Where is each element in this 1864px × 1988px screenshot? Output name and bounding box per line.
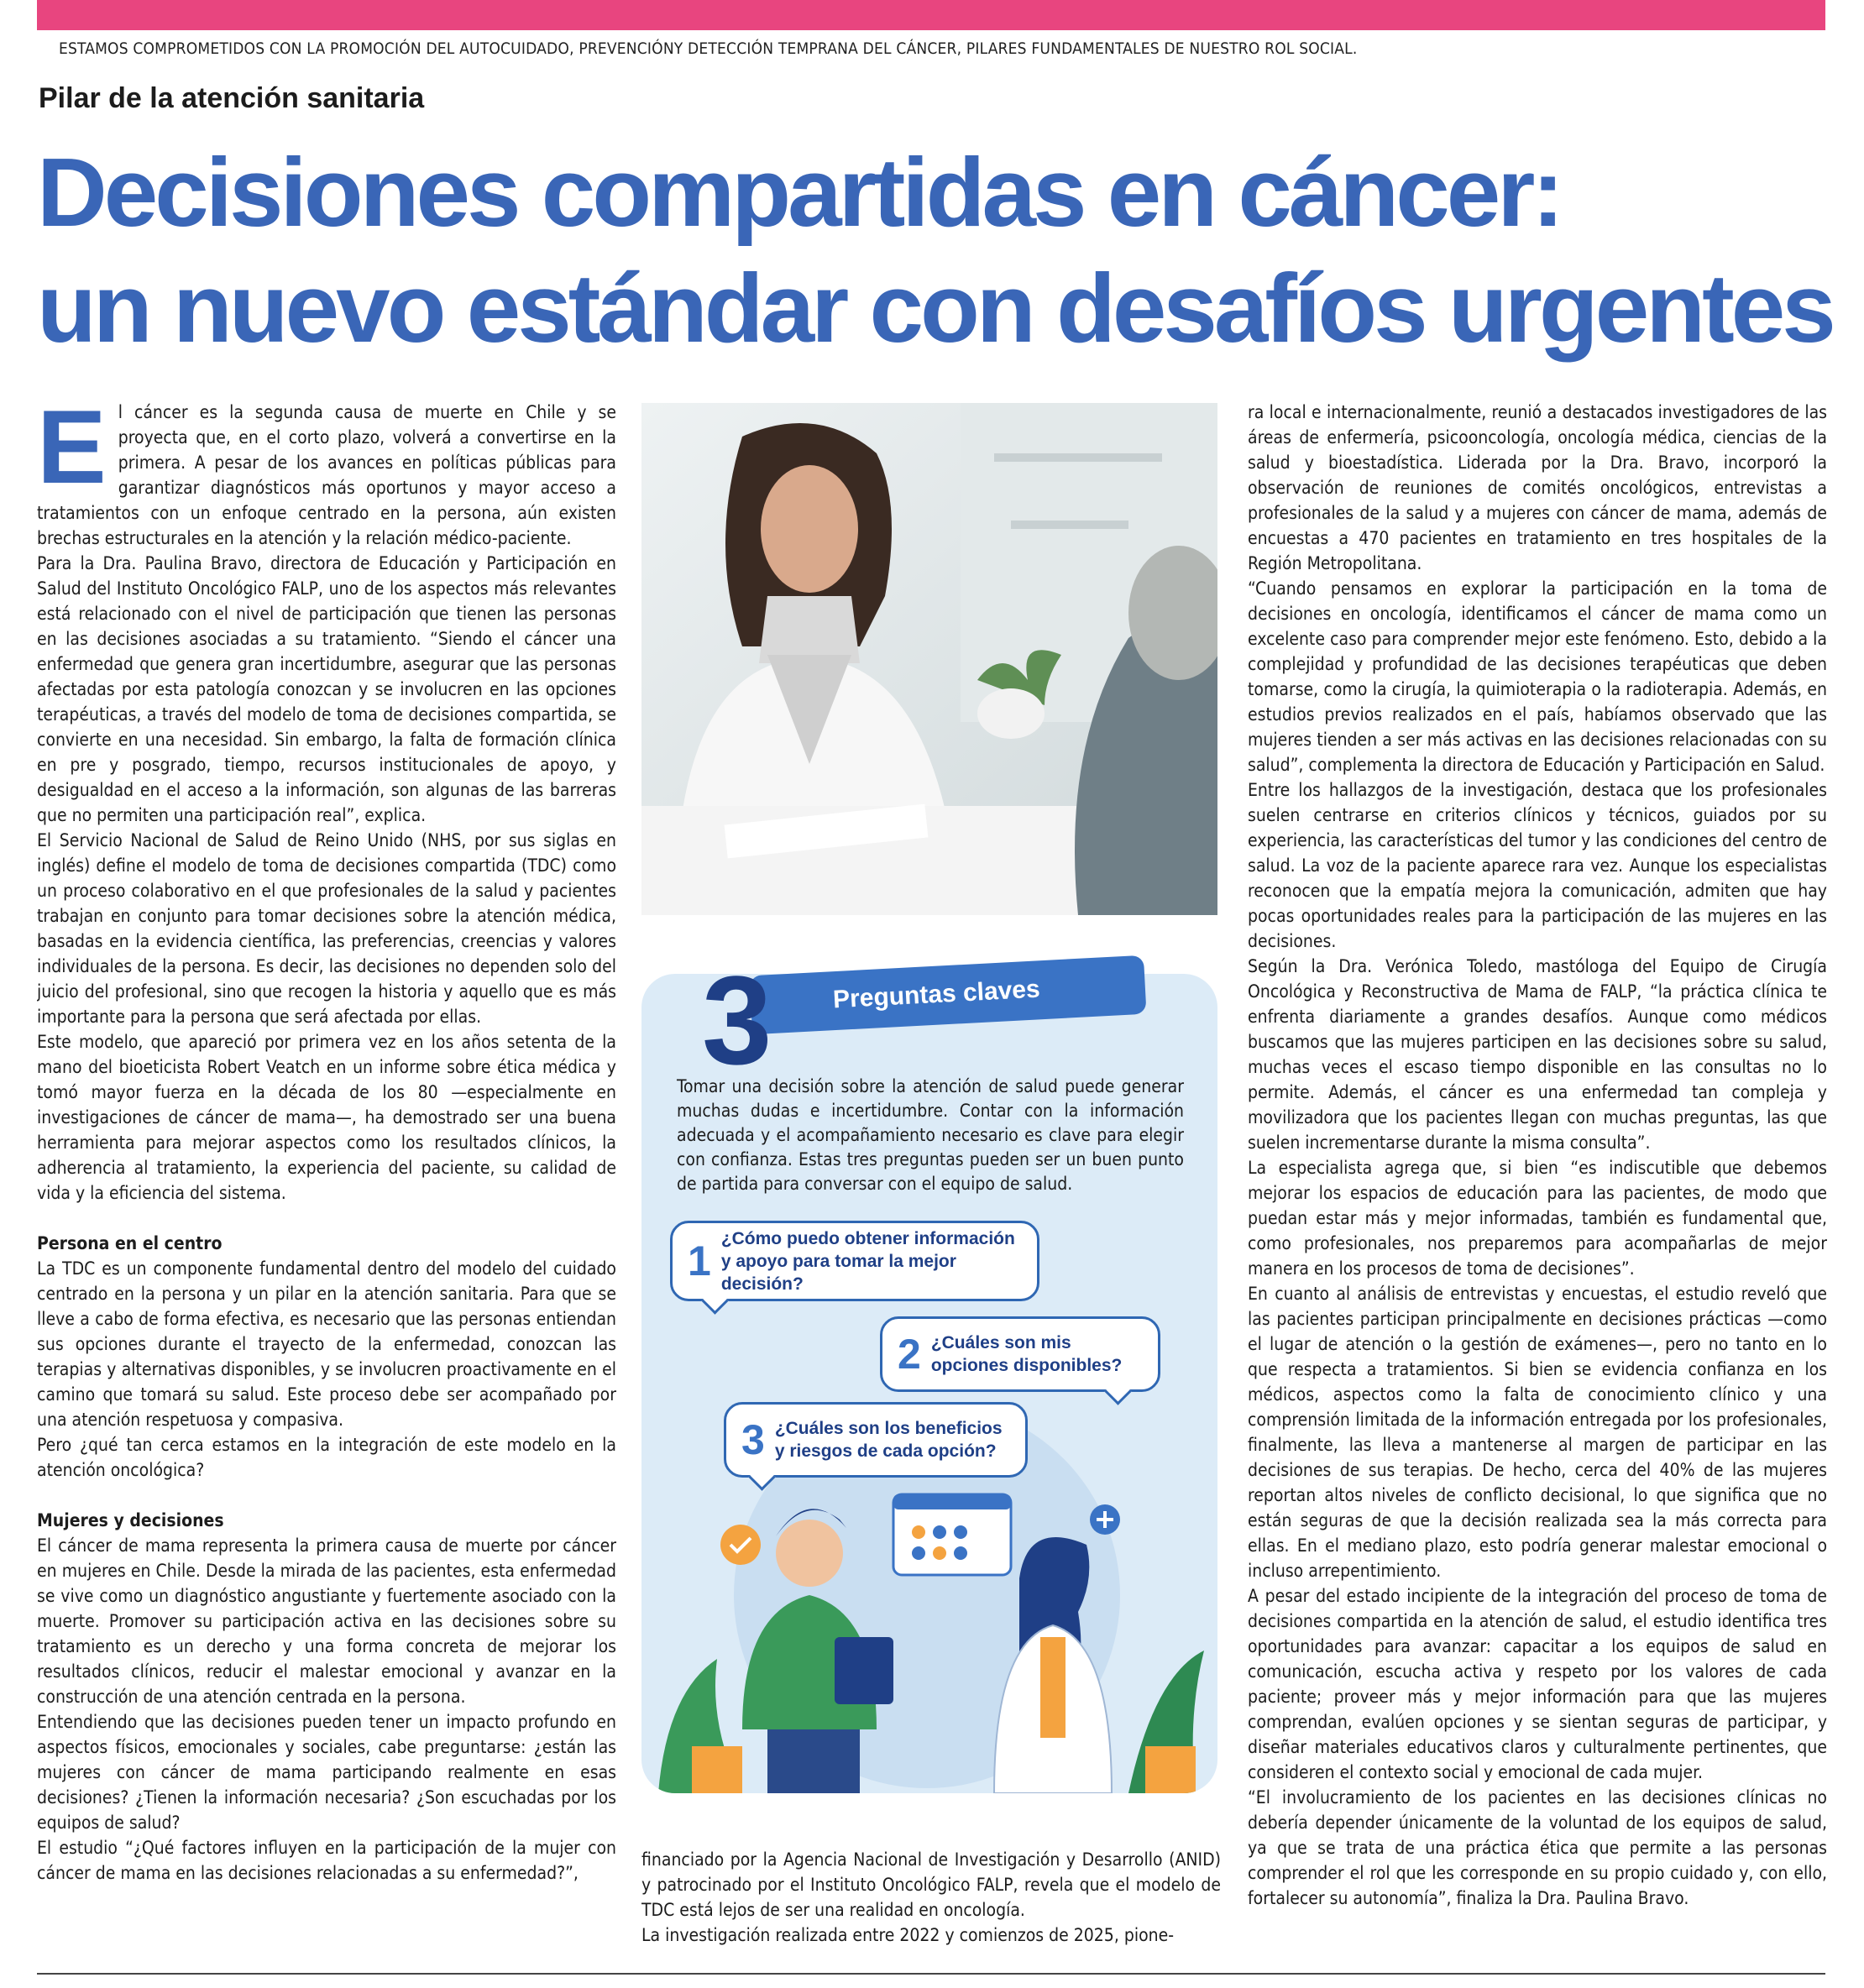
infobox-title: Preguntas claves [832, 975, 1041, 1014]
article-headline [37, 134, 1842, 366]
article-kicker: Pilar de la atención sanitaria [39, 82, 425, 114]
paragraph: A pesar del estado incipiente de la integración del proceso de toma de decisiones compartida en la atención de salud, el estudio identifica tres oportunidades para avanzar: capacitar a los equipos de salud en comunicación, escucha activa y respeto por los valores de cada paciente; proveer más y mejor información para que las mujeres comprendan, evalúen opciones y se sientan seguras de participar, y diseñar materiales educativos claros y culturalmente pertinentes, que consideren el contexto social y emocional de cada mujer. [1248, 1586, 1827, 1782]
paragraph: El estudio “¿Qué factores influyen en la participación de la mujer con cáncer de mama en las decisiones relacionadas a su enfermedad?”, [37, 1838, 616, 1883]
question-number: 2 [898, 1331, 921, 1378]
question-text: ¿Cuáles son los beneficios y riesgos de cada opción? [774, 1419, 1003, 1461]
paragraph: Entre los hallazgos de la investigación, destaca que los profesionales suelen centrarse en criterios clínicos y técnicos, guiados por su experiencia, las características del tumor y las condiciones del centro de salud. La voz de la paciente aparece rara vez. Aunque los especialistas reconocen que la empatía mejora la comunicación, admiten que hay pocas oportunidades reales para la participación de las mujeres en las decisiones. [1248, 780, 1827, 951]
lead-text: l cáncer es la segunda causa de muerte en Chile y se proyecta que, en el corto plazo, volverá a convertirse en la primera. A pesar de los avances en políticas públicas para garantizar diagnósticos más oportunos y mayor acceso a tratamientos con un enfoque centrado en la persona, aún existen brechas estructurales en la atención y la relación médico-paciente. [37, 402, 616, 548]
headline-line-1: Decisiones compartidas en cáncer: [37, 138, 1562, 247]
drop-cap: E [37, 400, 107, 505]
article-column-1 [37, 400, 616, 1953]
headline-line-2: un nuevo estándar con desafíos urgentes [37, 254, 1833, 363]
paragraph: El Servicio Nacional de Salud de Reino Unido (NHS, por sus siglas en inglés) define el modelo de toma de decisiones compartida (TDC) como un proceso colaborativo en el que profesionales de la salud y pacientes trabajan en conjunto para tomar decisiones sobre la atención médica, basadas en la evidencia científica, las preferencias, creencias y valores individuales de la persona. Es decir, las decisiones no dependen solo del juicio del profesional, sino que recogen la historia y aquello que es más importante para la persona que será afectada por ellas. [37, 830, 616, 1027]
paragraph: Para la Dra. Paulina Bravo, directora de Educación y Participación en Salud del Instituto Oncológico FALP, uno de los aspectos más relevantes está relacionado con el nivel de participación que tienen las personas en las decisiones asociadas a su tratamiento. “Siendo el cáncer una enfermedad que genera gran incertidumbre, asegurar que las personas afectadas por esta patología conozcan y se involucren en las opciones terapéuticas, a través del modelo de toma de decisiones compartida, se convierte en una necesidad. Sin embargo, la falta de formación clínica en pre y posgrado, tiempo, recursos institucionales de apoyo, y desigualdad en el acceso a la información, son algunas de las barreras que no permiten una participación real”, explica. [37, 553, 616, 825]
paragraph: “Cuando pensamos en explorar la participación en la toma de decisiones en oncología, identificamos el cáncer de mama como un excelente caso para comprender mejor este fenómeno. Esto, debido a la complejidad y profundidad de las decisiones terapéuticas que deben tomarse, como la cirugía, la quimioterapia o la radioterapia. Además, en estudios previos realizados en el país, habíamos observado que las mujeres tienden a ser más activas en las decisiones relacionadas con su salud”, complementa la directora de Educación y Participación en Salud. [1248, 578, 1827, 775]
infobox-number: 3 [702, 950, 772, 1091]
paragraph: Este modelo, que apareció por primera vez en los años setenta de la mano del bioeticista Robert Veatch en un informe sobre ética médica y tomó mayor fuerza en la década de los 80 —especialmente en investigaciones de cáncer de mama—, ha demostrado ser una buena herramienta para mejorar aspectos como los resultados clínicos, la adherencia al tratamiento, la experiencia del paciente, su calidad de vida y la eficiencia del sistema. [37, 1032, 616, 1203]
paragraph: Pero ¿qué tan cerca estamos en la integración de este modelo en la atención oncológica? [37, 1435, 616, 1480]
question-bubble-3 [724, 1402, 1028, 1478]
question-bubble-1 [670, 1221, 1039, 1301]
paragraph: ra local e internacionalmente, reunió a destacados investigadores de las áreas de enfermería, psicooncología, oncología médica, ciencias de la salud y bioestadística. Liderada por la Dra. Bravo, incorporó la observación de reuniones de comités oncológicos, entrevistas a profesionales de la salud y a mujeres con cáncer de mama, además de encuestas a 470 pacientes en tratamiento en tres hospitales de la Región Metropolitana. [1248, 402, 1827, 573]
top-color-bar [37, 0, 1825, 30]
paragraph: La especialista agrega que, si bien “es indiscutible que debemos mejorar los espacios de educación para las pacientes, de modo que puedan estar más y mejor informadas, también es fundamental que, como profesionales, nos preparemos para acompañarlas de mejor manera en los procesos de toma de decisiones”. [1248, 1158, 1827, 1279]
paragraph: En cuanto al análisis de entrevistas y encuestas, el estudio reveló que las pacientes participan principalmente en decisiones prácticas —como el lugar de atención o la gestión de exámenes—, pero no tanto en lo que respecta a tratamientos. Si bien se evidencia confianza en los médicos, aspectos como la falta de conocimiento clínico y una comprensión limitada de la información entregada por los profesionales, finalmente, las lleva a mantenerse al margen de participar en las decisiones de sus terapias. De hecho, cerca del 40% de las mujeres reportan altos niveles de conflicto decisional, lo que significa que no están seguras de que la decisión realizada sea la más correcta para ellas. En el mediano plazo, esto podría generar malestar emocional o incluso arrepentimiento. [1248, 1284, 1827, 1581]
question-number: 1 [688, 1237, 711, 1284]
paragraph: La investigación realizada entre 2022 y comienzos de 2025, pione- [641, 1925, 1175, 1945]
question-text: ¿Cuáles son mis opciones disponibles? [930, 1333, 1123, 1375]
doctor-photo-illustration [641, 403, 1217, 915]
lead-paragraph [37, 400, 616, 551]
paragraph: Según la Dra. Verónica Toledo, mastóloga del Equipo de Cirugía Oncológica y Reconstructiva de Mama de FALP, “la práctica clínica te enfrenta diariamente a grandes desafíos. Aunque como médicos buscamos que las mujeres participen en las decisiones sobre su salud, muchas veces el escaso tiempo disponible en las consultas no lo permite. Además, el cáncer es una enfermedad tan compleja y movilizadora que los pacientes llegan con muchas preguntas, las que suelen incrementarse durante la misma consulta”. [1248, 956, 1827, 1153]
paragraph: El cáncer de mama representa la primera causa de muerte por cáncer en mujeres en Chile. Desde la mirada de las pacientes, esta enfermedad se vive como un diagnóstico angustiante y fuertemente asociado con la muerte. Promover su participación activa en las decisiones sobre su tratamiento es un derecho y una forma concreta de mejorar los resultados clínicos, reducir el malestar emocional y avanzar en la construcción de una atención centrada en la persona. [37, 1535, 616, 1707]
paragraph: “El involucramiento de los pacientes en las decisiones clínicas no debería depender únicamente de la voluntad de los equipos de salud, ya que se trata de una práctica ética que permite a las personas comprender el rol que les corresponde en su propio cuidado y, con ello, fortalecer su autonomía”, finaliza la Dra. Paulina Bravo. [1248, 1787, 1827, 1908]
question-text: ¿Cómo puedo obtener información y apoyo para tomar la mejor decisión? [720, 1228, 1015, 1294]
article-column-2-bottom [641, 1847, 1221, 1956]
infobox-intro: Tomar una decisión sobre la atención de salud puede generar muchas dudas e incertidumbre. Contar con la información adecuada y el acompañamiento necesario es clave para elegir con confianza. Estas tres preguntas pueden ser un buen punto de partida para conversar con el equipo de salud. [677, 1076, 1184, 1194]
paragraph: Entendiendo que las decisiones pueden tener un impacto profundo en aspectos físicos, emocionales y sociales, cabe preguntarse: ¿están las mujeres con cáncer de mama participando realmente en esas decisiones? ¿Tienen la información necesaria? ¿Son escuchadas por los equipos de salud? [37, 1712, 616, 1833]
section-tagline: ESTAMOS COMPROMETIDOS CON LA PROMOCIÓN DEL AUTOCUIDADO, PREVENCIÓNY DETECCIÓN TEMPRANA DEL CÁNCER, PILARES FUNDAMENTALES DE NUESTRO ROL SOCIAL. [59, 39, 1358, 58]
paragraph: financiado por la Agencia Nacional de Investigación y Desarrollo (ANID) y patrocinado por el Instituto Oncológico FALP, revela que el modelo de TDC está lejos de ser una realidad en oncología. [641, 1849, 1221, 1920]
subheading-mujeres-y-decisiones: Mujeres y decisiones [37, 1510, 224, 1530]
bottom-rule [37, 1973, 1825, 1975]
subheading-persona-en-el-centro: Persona en el centro [37, 1233, 223, 1253]
doctor-consultation-photo [641, 403, 1217, 915]
question-number: 3 [741, 1416, 765, 1463]
paragraph: La TDC es un componente fundamental dentro del modelo del cuidado centrado en la persona y un pilar en la atención sanitaria. Para que se lleve a cabo de forma efectiva, es necesario que las personas entiendan sus opciones durante el trayecto de la enfermedad, conozcan las terapias y alternativas disponibles, y se involucren proactivamente en el camino que tomará su salud. Este proceso debe ser acompañado por una atención respetuosa y compasiva. [37, 1258, 616, 1430]
article-column-3 [1248, 400, 1827, 1953]
